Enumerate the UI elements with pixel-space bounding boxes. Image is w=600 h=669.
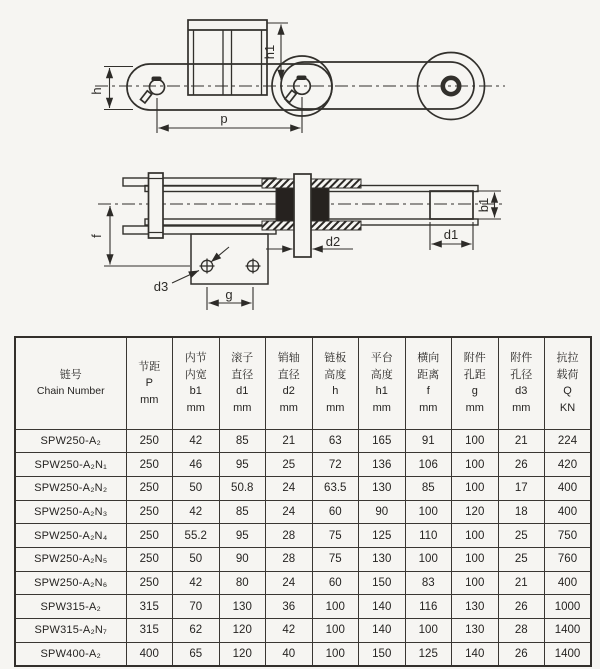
chain-spec-table — [14, 336, 592, 667]
column-header-inner_width — [173, 337, 220, 429]
chain-technical-drawing — [0, 0, 600, 333]
value-cell: 250 — [126, 524, 173, 548]
header-line: 高度 — [370, 368, 393, 381]
spec-table-body — [15, 429, 591, 666]
value-cell: 60 — [312, 571, 359, 595]
value-cell: 75 — [312, 524, 359, 548]
value-cell: 116 — [405, 595, 452, 619]
chain-number-cell: SPW250-A₂N₄ — [15, 524, 126, 548]
dimension-p — [157, 97, 302, 133]
hole-leader-line — [211, 247, 229, 262]
value-cell: 250 — [126, 429, 173, 453]
value-cell: 70 — [173, 595, 220, 619]
column-header-pin_diameter — [266, 337, 313, 429]
value-cell: 24 — [266, 500, 313, 524]
d3-leader-line — [172, 271, 199, 284]
header-line: Chain Number — [36, 384, 105, 397]
value-cell: 165 — [359, 429, 406, 453]
value-cell: 24 — [266, 571, 313, 595]
value-cell: 62 — [173, 619, 220, 643]
value-cell: 120 — [219, 619, 266, 643]
value-cell: 125 — [359, 524, 406, 548]
value-cell: 760 — [545, 547, 592, 571]
value-cell: 90 — [219, 547, 266, 571]
table-row — [15, 642, 591, 666]
column-header-tensile_load — [545, 337, 592, 429]
header-line: 直径 — [277, 368, 300, 381]
value-cell: 100 — [452, 476, 499, 500]
outer-plate-bottom — [123, 226, 276, 234]
header-line: f — [426, 385, 430, 398]
header-line: d2 — [282, 385, 295, 398]
value-cell: 100 — [405, 500, 452, 524]
right-roller-section — [430, 191, 473, 219]
header-line: 附件 — [463, 352, 486, 365]
value-cell: 25 — [498, 524, 545, 548]
value-cell: 140 — [359, 595, 406, 619]
value-cell: 400 — [126, 642, 173, 666]
header-line: 距离 — [417, 368, 440, 381]
dimension-b1-label: b1 — [476, 197, 491, 213]
value-cell: 21 — [498, 571, 545, 595]
header-line: g — [471, 385, 478, 398]
value-cell: 17 — [498, 476, 545, 500]
value-cell: 400 — [545, 476, 592, 500]
column-header-roller_diameter — [219, 337, 266, 429]
value-cell: 46 — [173, 453, 220, 477]
header-line: mm — [372, 401, 391, 414]
value-cell: 55.2 — [173, 524, 220, 548]
column-header-plate_height — [312, 337, 359, 429]
chain-number-cell: SPW250-A₂N₆ — [15, 571, 126, 595]
header-line: 孔距 — [463, 368, 486, 381]
header-line: mm — [186, 401, 205, 414]
dimension-f-label: f — [89, 234, 104, 238]
value-cell: 63.5 — [312, 476, 359, 500]
value-cell: 42 — [173, 500, 220, 524]
header-line: 链号 — [59, 369, 82, 382]
header-line: Q — [563, 385, 572, 398]
value-cell: 91 — [405, 429, 452, 453]
value-cell: 420 — [545, 453, 592, 477]
dimension-d1-label: d1 — [443, 227, 459, 242]
value-cell: 40 — [266, 642, 313, 666]
value-cell: 100 — [405, 619, 452, 643]
header-line: 滚子 — [231, 352, 254, 365]
value-cell: 65 — [173, 642, 220, 666]
table-row — [15, 429, 591, 453]
value-cell: 140 — [359, 619, 406, 643]
value-cell: 150 — [359, 571, 406, 595]
value-cell: 106 — [405, 453, 452, 477]
dimension-h — [104, 67, 133, 110]
value-cell: 21 — [498, 429, 545, 453]
header-line: mm — [512, 401, 531, 414]
value-cell: 60 — [312, 500, 359, 524]
header-line: 节距 — [138, 360, 161, 373]
header-line: P — [145, 377, 153, 389]
chain-number-cell: SPW315-A₂N₇ — [15, 619, 126, 643]
table-row — [15, 524, 591, 548]
header-line: 内宽 — [184, 368, 207, 381]
value-cell: 224 — [545, 429, 592, 453]
header-line: 载荷 — [556, 368, 579, 381]
value-cell: 100 — [452, 453, 499, 477]
value-cell: 50 — [173, 547, 220, 571]
value-cell: 750 — [545, 524, 592, 548]
attachment-plate — [191, 234, 268, 284]
left-link-plate — [127, 64, 332, 110]
value-cell: 150 — [359, 642, 406, 666]
value-cell: 130 — [219, 595, 266, 619]
spec-table-head-row — [15, 337, 591, 429]
value-cell: 315 — [126, 595, 173, 619]
column-header-pitch — [126, 337, 173, 429]
dimension-h1-label: h1 — [262, 44, 277, 60]
value-cell: 85 — [405, 476, 452, 500]
value-cell: 250 — [126, 453, 173, 477]
header-line: 平台 — [370, 352, 393, 365]
value-cell: 63 — [312, 429, 359, 453]
header-line: 内节 — [184, 352, 207, 365]
value-cell: 80 — [219, 571, 266, 595]
plan-section-view — [89, 173, 502, 310]
value-cell: 1000 — [545, 595, 592, 619]
left-pin — [141, 77, 165, 103]
column-header-platform_height — [359, 337, 406, 429]
value-cell: 75 — [312, 547, 359, 571]
chain-number-cell: SPW315-A₂ — [15, 595, 126, 619]
header-line: 高度 — [324, 368, 347, 381]
value-cell: 21 — [266, 429, 313, 453]
value-cell: 72 — [312, 453, 359, 477]
value-cell: 1400 — [545, 619, 592, 643]
side-elevation-view — [89, 20, 505, 133]
value-cell: 18 — [498, 500, 545, 524]
header-line: 附件 — [510, 352, 533, 365]
value-cell: 130 — [359, 547, 406, 571]
dimension-d2-label: d2 — [325, 234, 341, 249]
table-row — [15, 619, 591, 643]
header-line: 链板 — [324, 352, 347, 365]
attachment-hole-right — [246, 259, 261, 274]
dimension-d3-label: d3 — [153, 279, 169, 294]
value-cell: 26 — [498, 595, 545, 619]
value-cell: 85 — [219, 500, 266, 524]
value-cell: 120 — [452, 500, 499, 524]
chain-number-cell: SPW250-A₂N₅ — [15, 547, 126, 571]
value-cell: 130 — [452, 595, 499, 619]
value-cell: 250 — [126, 547, 173, 571]
value-cell: 24 — [266, 476, 313, 500]
chain-number-cell: SPW250-A₂N₁ — [15, 453, 126, 477]
left-pin-section — [149, 173, 164, 238]
value-cell: 110 — [405, 524, 452, 548]
value-cell: 26 — [498, 642, 545, 666]
value-cell: 95 — [219, 453, 266, 477]
value-cell: 42 — [266, 619, 313, 643]
dimension-p-label: p — [220, 111, 228, 126]
value-cell: 125 — [405, 642, 452, 666]
value-cell: 85 — [219, 429, 266, 453]
header-line: mm — [419, 401, 438, 414]
value-cell: 250 — [126, 476, 173, 500]
header-line: 横向 — [417, 352, 440, 365]
header-line: mm — [465, 401, 484, 414]
header-line: d3 — [515, 385, 528, 398]
value-cell: 100 — [312, 642, 359, 666]
value-cell: 130 — [452, 619, 499, 643]
table-row — [15, 571, 591, 595]
header-line: b1 — [189, 385, 202, 398]
value-cell: 28 — [498, 619, 545, 643]
table-row — [15, 595, 591, 619]
header-line: mm — [279, 401, 298, 414]
value-cell: 100 — [312, 619, 359, 643]
column-header-chain_number — [15, 337, 126, 429]
header-line: mm — [233, 401, 252, 414]
value-cell: 83 — [405, 571, 452, 595]
value-cell: 400 — [545, 571, 592, 595]
value-cell: 315 — [126, 619, 173, 643]
column-header-transverse_distance — [405, 337, 452, 429]
table-row — [15, 453, 591, 477]
table-row — [15, 547, 591, 571]
value-cell: 250 — [126, 571, 173, 595]
value-cell: 42 — [173, 571, 220, 595]
header-line: mm — [140, 393, 159, 406]
value-cell: 25 — [266, 453, 313, 477]
value-cell: 120 — [219, 642, 266, 666]
value-cell: 28 — [266, 524, 313, 548]
dimension-g-label: g — [225, 287, 233, 302]
header-line: 抗拉 — [556, 352, 579, 365]
value-cell: 100 — [312, 595, 359, 619]
dimension-h-label: h — [89, 87, 104, 95]
header-line: 销轴 — [277, 352, 300, 365]
value-cell: 1400 — [545, 642, 592, 666]
header-line: d1 — [236, 385, 249, 398]
middle-pin — [285, 76, 310, 103]
value-cell: 136 — [359, 453, 406, 477]
header-line: mm — [326, 401, 345, 414]
table-row — [15, 476, 591, 500]
value-cell: 100 — [452, 429, 499, 453]
value-cell: 42 — [173, 429, 220, 453]
header-line: 直径 — [231, 368, 254, 381]
attachment-block — [188, 20, 267, 95]
value-cell: 100 — [405, 547, 452, 571]
chain-number-cell: SPW400-A₂ — [15, 642, 126, 666]
chain-number-cell: SPW250-A₂ — [15, 429, 126, 453]
chain-number-cell: SPW250-A₂N₂ — [15, 476, 126, 500]
chain-number-cell: SPW250-A₂N₃ — [15, 500, 126, 524]
value-cell: 26 — [498, 453, 545, 477]
value-cell: 28 — [266, 547, 313, 571]
value-cell: 100 — [452, 571, 499, 595]
header-line: h1 — [375, 385, 388, 398]
value-cell: 100 — [452, 524, 499, 548]
value-cell: 140 — [452, 642, 499, 666]
header-line: KN — [559, 401, 576, 414]
value-cell: 50.8 — [219, 476, 266, 500]
table-row — [15, 500, 591, 524]
column-header-attachment_hole_diameter — [498, 337, 545, 429]
value-cell: 95 — [219, 524, 266, 548]
value-cell: 25 — [498, 547, 545, 571]
value-cell: 250 — [126, 500, 173, 524]
value-cell: 100 — [452, 547, 499, 571]
value-cell: 90 — [359, 500, 406, 524]
dimension-f — [104, 206, 190, 266]
middle-pin-section — [294, 174, 311, 257]
value-cell: 400 — [545, 500, 592, 524]
header-line: 孔径 — [510, 368, 533, 381]
value-cell: 130 — [359, 476, 406, 500]
header-line: h — [332, 385, 339, 398]
column-header-attachment_hole_pitch — [452, 337, 499, 429]
value-cell: 36 — [266, 595, 313, 619]
value-cell: 50 — [173, 476, 220, 500]
